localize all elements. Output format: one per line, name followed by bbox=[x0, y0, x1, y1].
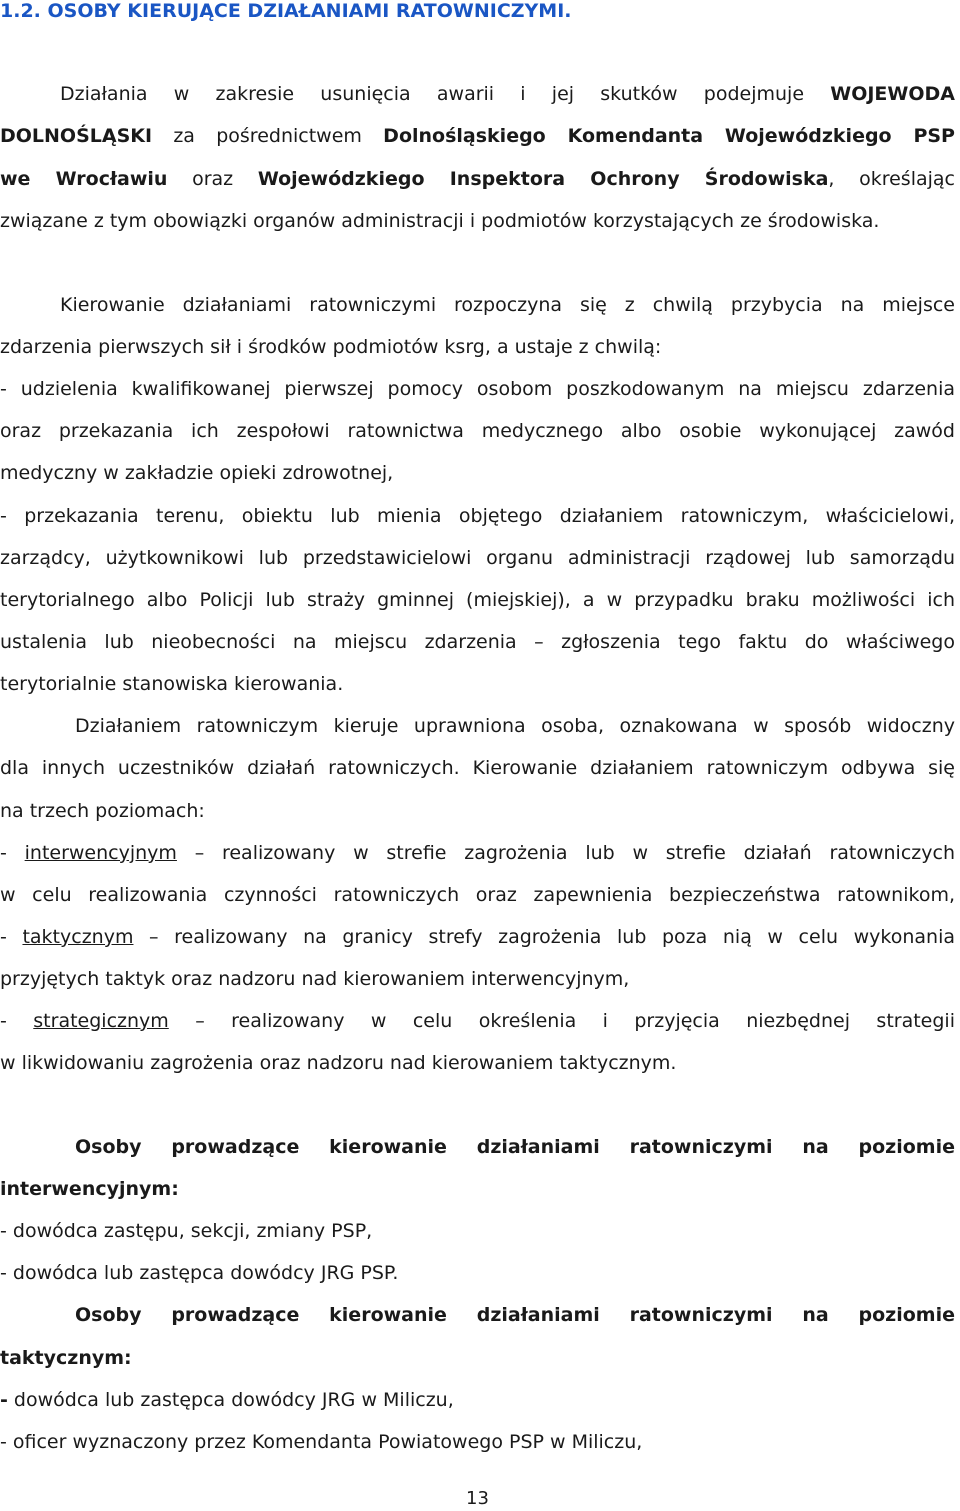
p3-line-9: w likwidowaniu zagrożenia oraz nadzoru nad kierowaniem taktycznym. bbox=[0, 1052, 677, 1074]
s1-heading-line-2: interwencyjnym: bbox=[0, 1178, 179, 1200]
list-dash: - bbox=[0, 926, 23, 948]
p1-line-2 bbox=[0, 123, 955, 149]
p2-line-4: oraz przekazania ich zespołowi ratownictwa medycznego albo osobie wykonującej zawód bbox=[0, 420, 955, 442]
list-dash: - bbox=[0, 1010, 34, 1032]
p3-line-6 bbox=[0, 924, 955, 950]
p2-line-5: medyczny w zakładzie opieki zdrowotnej, bbox=[0, 462, 394, 484]
p2-line-3: - udzielenia kwalifikowanej pierwszej pomocy osobom poszkodowanym na miejscu zdarzenia bbox=[0, 378, 955, 400]
list-text: – realizowany na granicy strefy zagrożenia lub poza nią w celu wykonania bbox=[133, 926, 955, 948]
p1-text: za pośrednictwem bbox=[152, 125, 384, 147]
p2-line-7: zarządcy, użytkownikowi lub przedstawicielowi organu administracji rządowej lub samorządu bbox=[0, 547, 955, 569]
p2-line-8: terytorialnego albo Policji lub straży gminnej (miejskiej), a w przypadku braku możliwości ich bbox=[0, 589, 955, 611]
s1-list-item-2: - dowódca lub zastępca dowódcy JRG PSP. bbox=[0, 1262, 399, 1284]
p3-line-4 bbox=[0, 840, 955, 866]
p2-line-9: ustalenia lub nieobecności na miejscu zdarzenia – zgłoszenia tego faktu do właściwego bbox=[0, 631, 955, 653]
p2-line-2: zdarzenia pierwszych sił i środków podmiotów ksrg, a ustaje z chwilą: bbox=[0, 336, 662, 358]
list-text: dowódca lub zastępca dowódcy JRG w Miliczu, bbox=[7, 1389, 454, 1411]
p1-line-1 bbox=[0, 81, 955, 107]
p2-line-10: terytorialnie stanowiska kierowania. bbox=[0, 673, 344, 695]
p2-line-1: Kierowanie działaniami ratowniczymi rozpoczyna się z chwilą przybycia na miejsce bbox=[60, 294, 955, 316]
p1-bold-wojewoda: WOJEWODA bbox=[830, 83, 955, 105]
list-text: – realizowany w celu określenia i przyjęcia niezbędnej strategii bbox=[168, 1010, 955, 1032]
p1-bold-komendant: Dolnośląskiego Komendanta Wojewódzkiego PSP bbox=[383, 125, 955, 147]
p1-text: Działania w zakresie usunięcia awarii i jej skutków podejmuje bbox=[60, 83, 831, 105]
p1-text: oraz bbox=[167, 168, 258, 190]
list-dash: - bbox=[0, 1389, 8, 1411]
s1-list-item-1: - dowódca zastępu, sekcji, zmiany PSP, bbox=[0, 1220, 373, 1242]
p1-text: , określając bbox=[828, 168, 955, 190]
p3-line-7: przyjętych taktyk oraz nadzoru nad kierowaniem interwencyjnym, bbox=[0, 968, 630, 990]
p1-bold-wroclaw: we Wrocławiu bbox=[0, 168, 168, 190]
s1-heading-line-1: Osoby prowadzące kierowanie działaniami ratowniczymi na poziomie bbox=[75, 1136, 955, 1158]
p3-line-3: na trzech poziomach: bbox=[0, 800, 205, 822]
s2-list-item-2: - oficer wyznaczony przez Komendanta Powiatowego PSP w Miliczu, bbox=[0, 1431, 643, 1453]
p2-line-6: - przekazania terenu, obiektu lub mienia objętego działaniem ratowniczym, właścicielowi, bbox=[0, 505, 955, 527]
page-number: 13 bbox=[466, 1488, 489, 1509]
section-heading: 1.2. OSOBY KIERUJĄCE DZIAŁANIAMI RATOWNICZYMI. bbox=[0, 0, 572, 22]
s2-heading-line-1: Osoby prowadzące kierowanie działaniami ratowniczymi na poziomie bbox=[75, 1304, 955, 1326]
p1-bold-inspektor: Wojewódzkiego Inspektora Ochrony Środowiska bbox=[257, 168, 829, 190]
p3-line-5: w celu realizowania czynności ratowniczych oraz zapewnienia bezpieczeństwa ratownikom, bbox=[0, 884, 955, 906]
term-strategicznym: strategicznym bbox=[33, 1010, 169, 1032]
p3-line-1: Działaniem ratowniczym kieruje uprawniona osoba, oznakowana w sposób widoczny bbox=[75, 715, 955, 737]
term-interwencyjnym: interwencyjnym bbox=[24, 842, 177, 864]
p1-bold-dolnoslaski: DOLNOŚLĄSKI bbox=[0, 125, 153, 147]
p3-line-8 bbox=[0, 1008, 955, 1034]
s2-heading-line-2: taktycznym: bbox=[0, 1347, 132, 1369]
list-text: – realizowany w strefie zagrożenia lub w strefie działań ratowniczych bbox=[176, 842, 955, 864]
p3-line-2: dla innych uczestników działań ratowniczych. Kierowanie działaniem ratowniczym odbywa się bbox=[0, 757, 955, 779]
s2-list-item-1 bbox=[0, 1387, 955, 1413]
p1-line-3 bbox=[0, 166, 955, 192]
p1-line-4: związane z tym obowiązki organów administracji i podmiotów korzystających ze środowiska. bbox=[0, 210, 880, 232]
term-taktycznym: taktycznym bbox=[22, 926, 134, 948]
list-dash: - bbox=[0, 842, 25, 864]
